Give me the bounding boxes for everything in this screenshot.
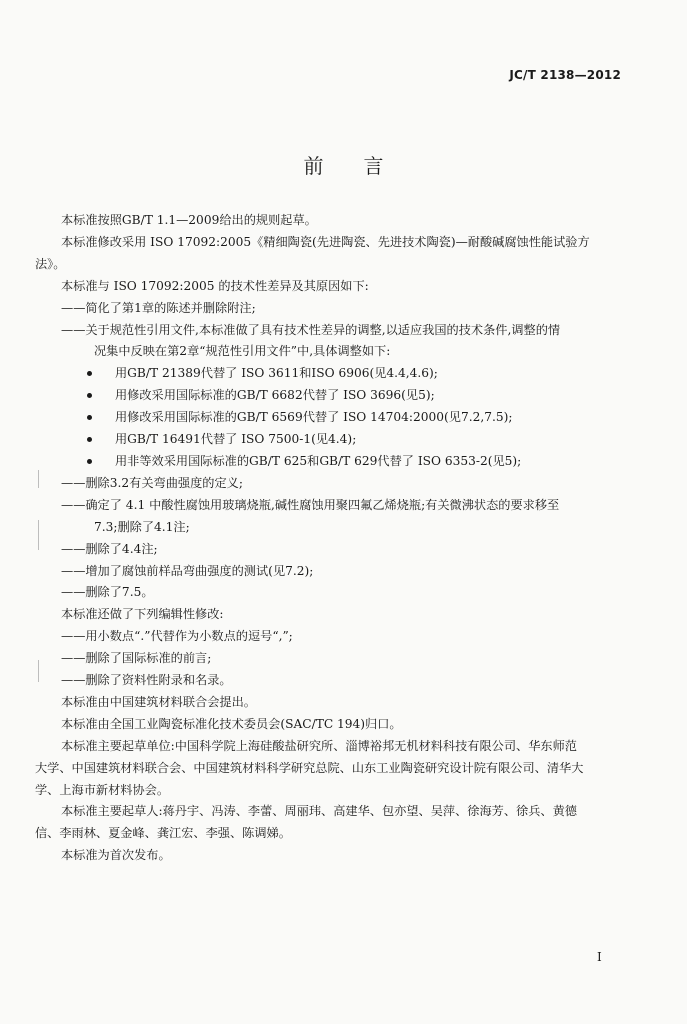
body-line: 本标准由全国工业陶瓷标准化技术委员会(SAC/TC 194)归口。	[61, 716, 402, 731]
document-body	[35, 210, 625, 867]
body-line: ——删除了国际标准的前言;	[61, 651, 212, 666]
body-line: ——删除了4.4注;	[61, 541, 158, 556]
bullet-text: 用修改采用国际标准的GB/T 6569代替了 ISO 14704:2000(见7.2,7.5);	[115, 410, 513, 425]
body-line: 本标准主要起草单位:中国科学院上海硅酸盐研究所、淄博裕邦无机材料科技有限公司、华东师范	[61, 738, 577, 753]
bullet-icon	[87, 459, 92, 464]
scan-mark	[38, 520, 39, 550]
body-line: ——用小数点“.”代替作为小数点的逗号“,”;	[61, 629, 293, 644]
body-line: 本标准为首次发布。	[61, 848, 171, 863]
bullet-text: 用非等效采用国际标准的GB/T 625和GB/T 629代替了 ISO 6353-2(见5);	[115, 453, 522, 468]
body-line: 本标准还做了下列编辑性修改:	[61, 607, 224, 622]
body-line: 本标准修改采用 ISO 17092:2005《精细陶瓷(先进陶瓷、先进技术陶瓷)—耐酸碱腐蚀性能试验方	[61, 234, 590, 249]
bullet-item	[35, 407, 625, 429]
body-line: ——删除3.2有关弯曲强度的定义;	[61, 475, 243, 490]
body-line: 大学、中国建筑材料联合会、中国建筑材料科学研究总院、山东工业陶瓷研究设计院有限公司、清华大	[35, 760, 584, 775]
body-line: 学、上海市新材料协会。	[35, 782, 170, 797]
page-title: 前言	[303, 154, 424, 178]
body-line: 本标准与 ISO 17092:2005 的技术性差异及其原因如下:	[61, 278, 369, 293]
bullet-item	[35, 385, 625, 407]
bullet-text: 用修改采用国际标准的GB/T 6682代替了 ISO 3696(见5);	[115, 388, 435, 403]
body-line: ——删除了7.5。	[61, 585, 154, 600]
body-line: 7.3;删除了4.1注;	[94, 519, 190, 534]
body-line: 法》。	[35, 256, 66, 271]
body-line: 本标准由中国建筑材料联合会提出。	[61, 694, 256, 709]
page-number: I	[597, 950, 602, 964]
scan-mark	[38, 470, 39, 488]
bullet-text: 用GB/T 16491代替了 ISO 7500-1(见4.4);	[115, 432, 357, 447]
bullet-text: 用GB/T 21389代替了 ISO 3611和ISO 6906(见4.4,4.6);	[115, 366, 438, 381]
body-line: ——删除了资料性附录和名录。	[61, 673, 232, 688]
body-line: ——简化了第1章的陈述并删除附注;	[61, 300, 256, 315]
scan-mark	[38, 660, 39, 682]
standard-code: JC/T 2138—2012	[509, 68, 621, 82]
body-line: 信、李雨林、夏金峰、龚江宏、李强、陈调娣。	[35, 826, 291, 841]
bullet-item	[35, 429, 625, 451]
body-line: 本标准按照GB/T 1.1—2009给出的规则起草。	[61, 213, 317, 227]
body-line: ——增加了腐蚀前样品弯曲强度的测试(见7.2);	[61, 563, 314, 578]
body-line: 本标准主要起草人:蒋丹宇、冯涛、李蕾、周丽玮、高建华、包亦望、吴萍、徐海芳、徐兵、黄德	[61, 804, 577, 819]
body-line: ——关于规范性引用文件,本标准做了具有技术性差异的调整,以适应我国的技术条件,调整的情	[61, 322, 561, 337]
body-line: 况集中反映在第2章“规范性引用文件”中,具体调整如下:	[94, 344, 391, 359]
bullet-item	[35, 451, 625, 473]
bullet-item	[35, 363, 625, 385]
body-line: ——确定了 4.1 中酸性腐蚀用玻璃烧瓶,碱性腐蚀用聚四氟乙烯烧瓶;有关微沸状态的要求移至	[61, 497, 560, 512]
